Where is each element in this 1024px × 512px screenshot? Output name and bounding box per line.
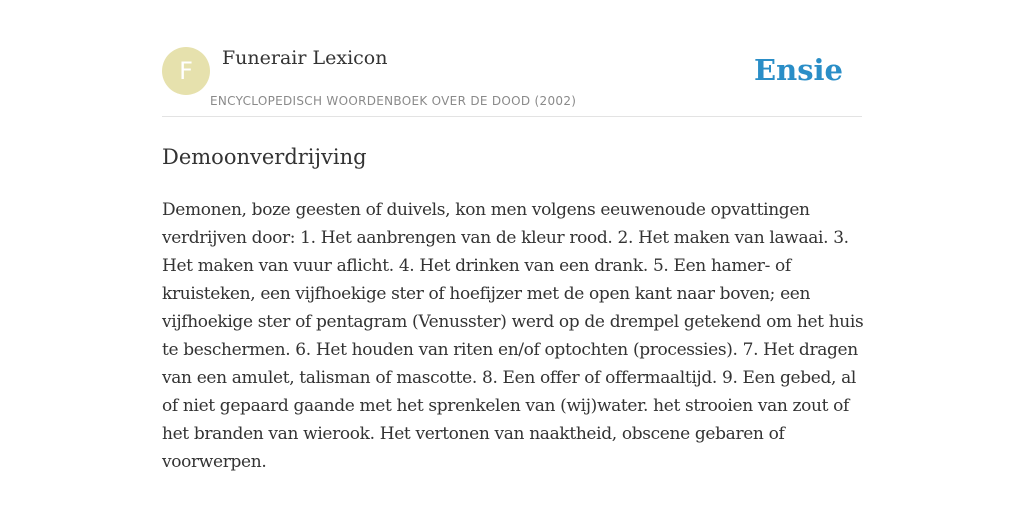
source-subtitle: ENCYCLOPEDISCH WOORDENBOEK OVER DE DOOD (2002)	[210, 94, 577, 108]
source-avatar[interactable]: F	[162, 47, 210, 95]
entry-term: Demoonverdrijving	[162, 145, 367, 169]
source-title-link[interactable]: Funerair Lexicon	[222, 47, 388, 69]
entry-card	[162, 46, 862, 476]
ensie-logo[interactable]: Ensie	[754, 53, 843, 87]
entry-definition: Demonen, boze geesten of duivels, kon men volgens eeuwenoude opvattingen verdrijven door: 1. Het aanbrengen van de kleur rood. 2. Het maken van lawaai. 3. Het maken van vuur aflicht. 4. Het drinken van een drank. 5. Een hamer- of kruisteken, een vijfhoekige ster of hoefijzer met de open kant naar boven; een vijfhoekige ster of pentagram (Venusster) werd op de drempel getekend om het huis te beschermen. 6. Het houden van riten en/of optochten (processies). 7. Het dragen van een amulet, talisman of mascotte. 8. Een offer of offermaaltijd. 9. Een gebed, al of niet gepaard gaande met het sprenkelen van (wij)water. het strooien van zout of het branden van wierook. Het vertonen van naaktheid, obscene gebaren of voorwerpen.	[162, 200, 864, 472]
source-header	[162, 46, 862, 117]
